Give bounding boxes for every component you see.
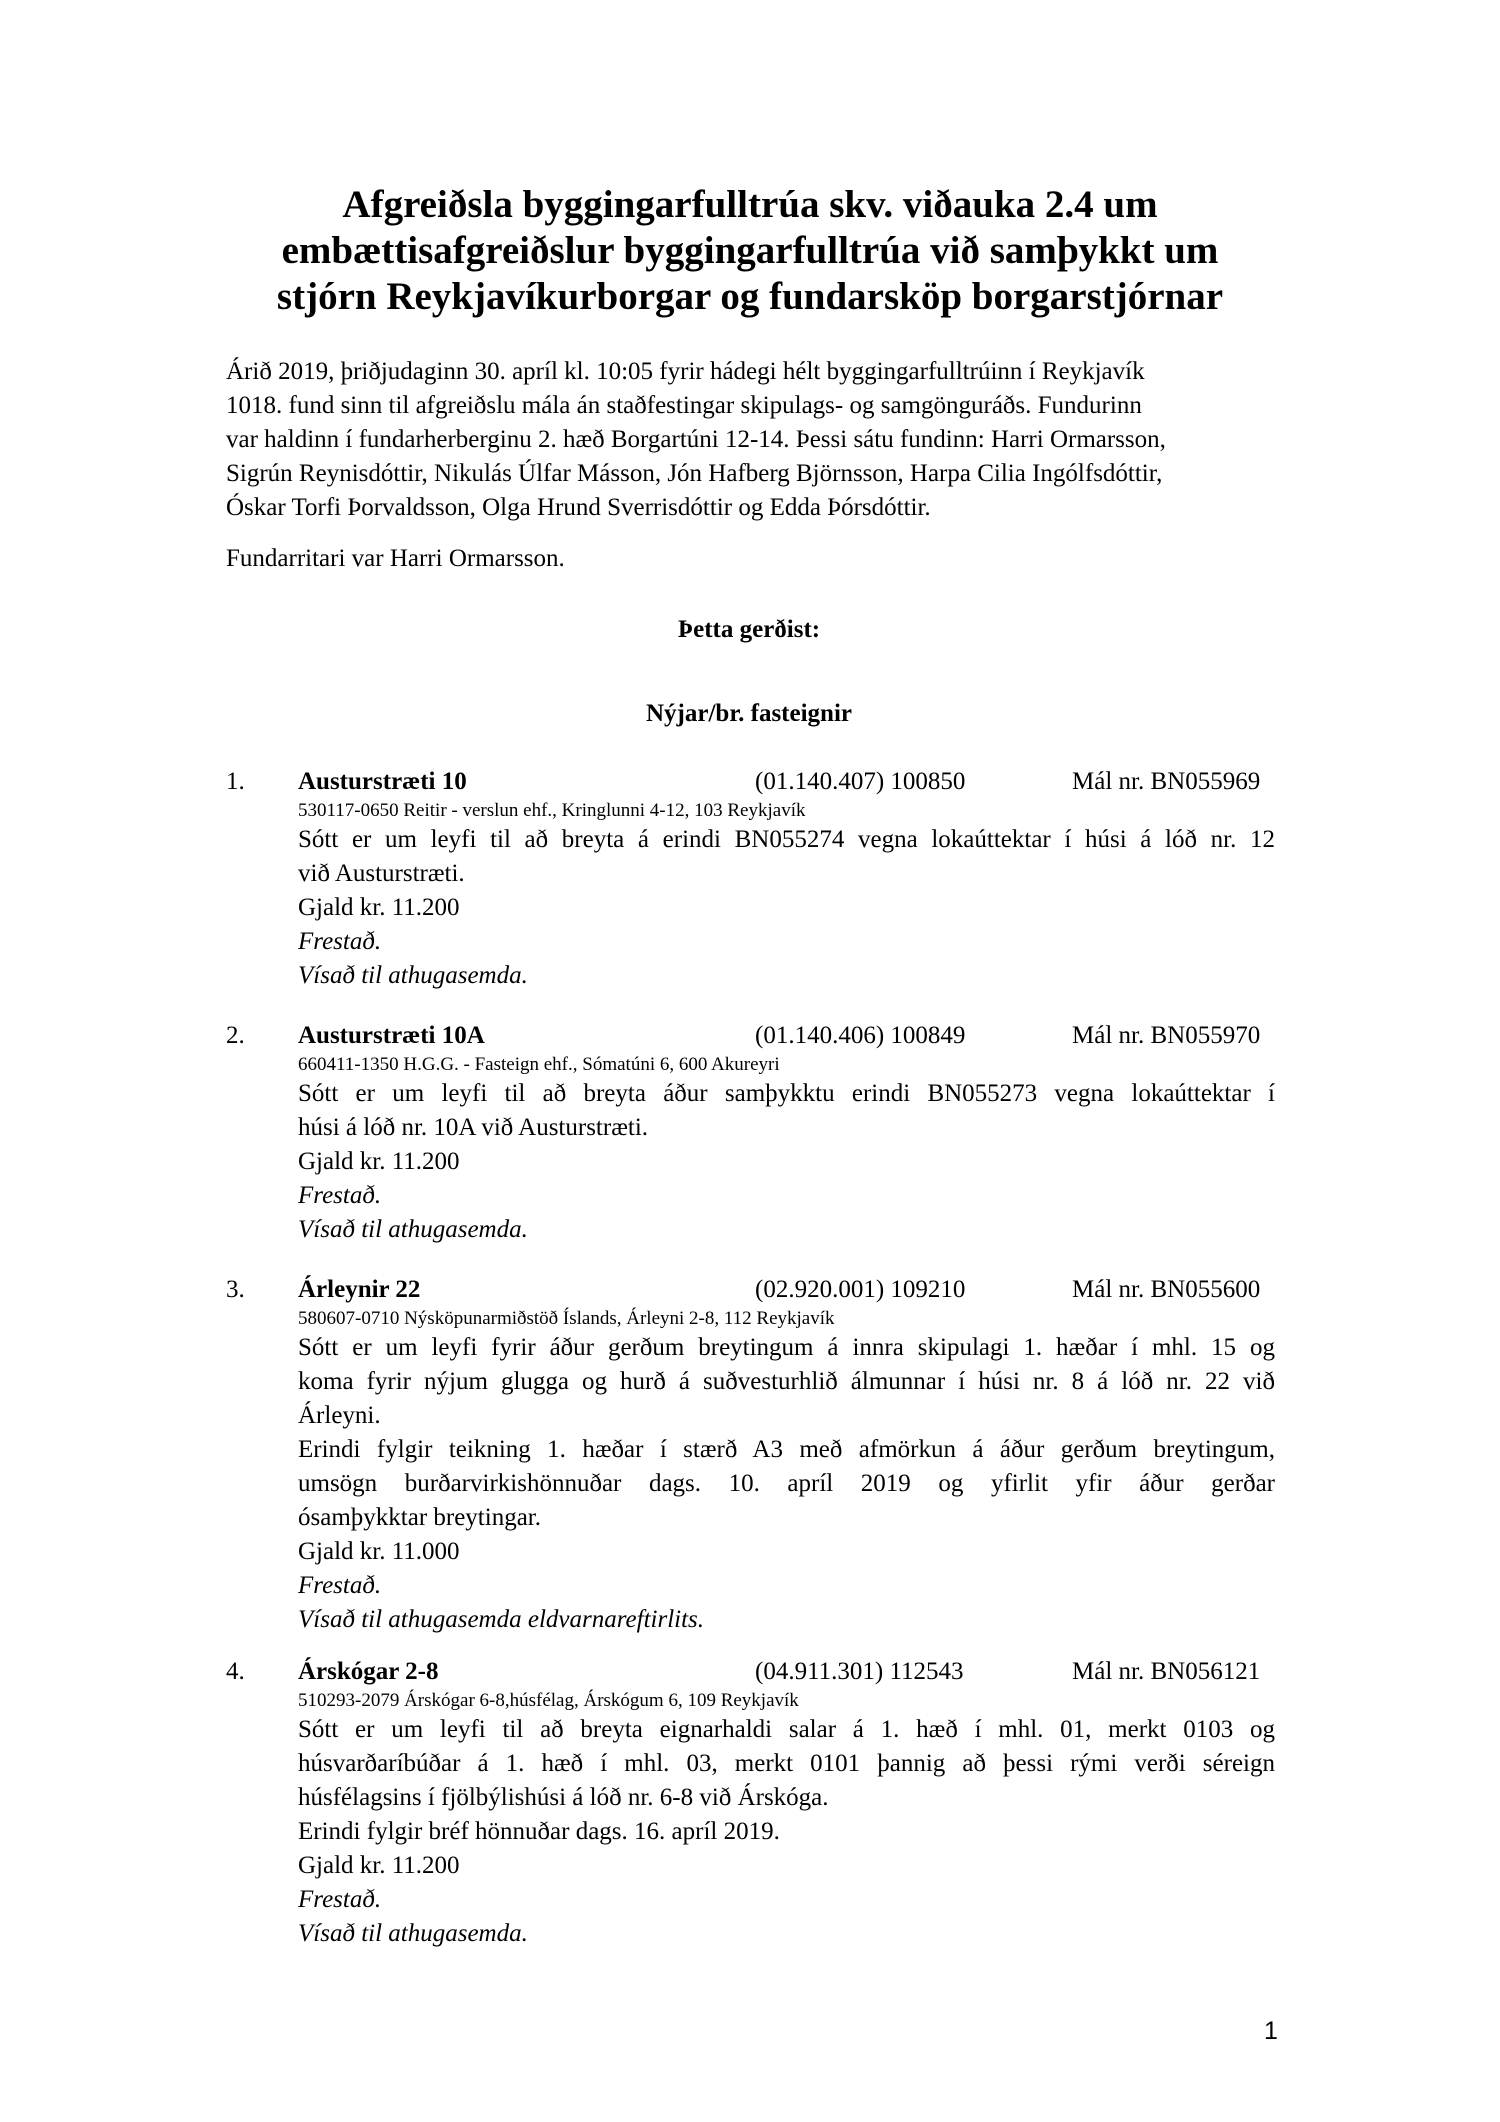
description-line: Sótt er um leyfi til að breyta eignarhaldi salar á 1. hæð í mhl. 01, merkt 0103 og: [298, 1716, 1275, 1743]
description-line: Sótt er um leyfi til að breyta áður samþykktu erindi BN055273 vegna lokaúttektar í: [298, 1080, 1275, 1107]
title-line: stjórn Reykjavíkurborgar og fundarsköp borgarstjórnar: [276, 275, 1224, 318]
description-line: við Austurstræti.: [298, 860, 465, 887]
case-body: [298, 1307, 1275, 1637]
case-applicant: 580607-0710 Nýsköpunarmiðstöð Íslands, Árleyni 2-8, 112 Reykjavík: [298, 1308, 835, 1329]
case-decision: Frestað.: [298, 1886, 382, 1913]
case-description: [298, 823, 1275, 891]
case-item: [0, 1273, 1500, 1637]
description-line: Árleyni.: [298, 1402, 381, 1429]
attachment-line: umsögn burðarvirkishönnuðar dags. 10. apríl 2019 og yfirlit yfir áður gerðar: [298, 1470, 1275, 1497]
case-applicant: 510293-2079 Árskógar 6-8,húsfélag, Árskógum 6, 109 Reykjavík: [298, 1690, 799, 1711]
description-line: húsvarðaríbúðar á 1. hæð í mhl. 03, merkt 0101 þannig að þessi rými verði séreign: [298, 1750, 1275, 1777]
case-number: 2.: [226, 1022, 245, 1049]
attachment-line: Erindi fylgir bréf hönnuðar dags. 16. apríl 2019.: [298, 1818, 780, 1845]
case-description: [298, 1713, 1275, 1815]
intro-line: 1018. fund sinn til afgreiðslu mála án staðfestingar skipulags- og samgönguráðs. Fundurinn: [226, 392, 1142, 419]
description-line: Sótt er um leyfi til að breyta á erindi BN055274 vegna lokaúttektar í húsi á lóð nr. 12: [298, 826, 1275, 853]
case-referral: Vísað til athugasemda.: [298, 962, 528, 989]
case-address: Austurstræti 10A: [298, 1022, 485, 1049]
case-decision: Frestað.: [298, 1572, 382, 1599]
case-body: [298, 799, 1275, 993]
intro-line: Óskar Torfi Þorvaldsson, Olga Hrund Sverrisdóttir og Edda Þórsdóttir.: [226, 494, 931, 521]
case-body: [298, 1053, 1275, 1247]
case-header: [0, 1655, 1500, 1689]
case-address: Árskógar 2-8: [298, 1658, 439, 1685]
case-fee: Gjald kr. 11.000: [298, 1538, 460, 1565]
case-referral: Vísað til athugasemda.: [298, 1216, 528, 1243]
description-line: húsi á lóð nr. 10A við Austurstræti.: [298, 1114, 649, 1141]
case-header: [0, 1019, 1500, 1053]
intro-line: Árið 2019, þriðjudaginn 30. apríl kl. 10:05 fyrir hádegi hélt byggingarfulltrúinn í Reykjavík: [226, 358, 1145, 385]
case-fee: Gjald kr. 11.200: [298, 1852, 460, 1879]
case-reference: Mál nr. BN055600: [1072, 1276, 1261, 1303]
case-reference: Mál nr. BN056121: [1072, 1658, 1261, 1685]
case-header: [0, 765, 1500, 799]
description-line: koma fyrir nýjum glugga og hurð á suðvesturhlið álmunnar í húsi nr. 8 á lóð nr. 22 við: [298, 1368, 1275, 1395]
heading-events: Þetta gerðist:: [677, 616, 821, 643]
case-description: [298, 1077, 1275, 1145]
case-land-id: (01.140.406) 100849: [755, 1022, 966, 1049]
description-line: Sótt er um leyfi fyrir áður gerðum breytingum á innra skipulagi 1. hæðar í mhl. 15 og: [298, 1334, 1275, 1361]
case-item: [0, 1655, 1500, 1951]
case-decision: Frestað.: [298, 928, 382, 955]
case-referral: Vísað til athugasemda.: [298, 1920, 528, 1947]
case-fee: Gjald kr. 11.200: [298, 894, 460, 921]
case-reference: Mál nr. BN055969: [1072, 768, 1261, 795]
case-applicant: 530117-0650 Reitir - verslun ehf., Kringlunni 4-12, 103 Reykjavík: [298, 800, 806, 821]
case-body: [298, 1689, 1275, 1951]
heading-section: Nýjar/br. fasteignir: [646, 700, 852, 727]
case-number: 1.: [226, 768, 245, 795]
case-number: 4.: [226, 1658, 245, 1685]
attachment-line: Erindi fylgir teikning 1. hæðar í stærð A3 með afmörkun á áður gerðum breytingum,: [298, 1436, 1275, 1463]
case-land-id: (01.140.407) 100850: [755, 768, 966, 795]
case-header: [0, 1273, 1500, 1307]
case-land-id: (02.920.001) 109210: [755, 1276, 966, 1303]
case-applicant: 660411-1350 H.G.G. - Fasteign ehf., Sómatúni 6, 600 Akureyri: [298, 1054, 780, 1075]
document-title: [226, 182, 1274, 320]
case-referral: Vísað til athugasemda eldvarnareftirlits.: [298, 1606, 705, 1633]
case-item: [0, 1019, 1500, 1247]
case-attachments: [298, 1433, 1275, 1535]
case-fee: Gjald kr. 11.200: [298, 1148, 460, 1175]
case-decision: Frestað.: [298, 1182, 382, 1209]
case-address: Árleynir 22: [298, 1276, 421, 1303]
case-number: 3.: [226, 1276, 245, 1303]
page-number: 1: [1264, 2017, 1278, 2045]
meeting-secretary: Fundarritari var Harri Ormarsson.: [226, 545, 565, 572]
title-line: embættisafgreiðslur byggingarfulltrúa við samþykkt um: [281, 229, 1219, 272]
case-address: Austurstræti 10: [298, 768, 467, 795]
intro-paragraph: [226, 355, 1272, 525]
case-reference: Mál nr. BN055970: [1072, 1022, 1261, 1049]
case-description: [298, 1331, 1275, 1433]
description-line: húsfélagsins í fjölbýlishúsi á lóð nr. 6-8 við Árskóga.: [298, 1784, 829, 1811]
case-item: [0, 765, 1500, 993]
case-attachments: [298, 1815, 1275, 1849]
case-land-id: (04.911.301) 112543: [755, 1658, 964, 1685]
intro-line: Sigrún Reynisdóttir, Nikulás Úlfar Másson, Jón Hafberg Björnsson, Harpa Cilia Ingólfsdóttir,: [226, 460, 1163, 487]
attachment-line: ósamþykktar breytingar.: [298, 1504, 541, 1531]
intro-line: var haldinn í fundarherberginu 2. hæð Borgartúni 12-14. Þessi sátu fundinn: Harri Ormarsson,: [226, 426, 1166, 453]
title-line: Afgreiðsla byggingarfulltrúa skv. viðauka 2.4 um: [342, 183, 1158, 226]
